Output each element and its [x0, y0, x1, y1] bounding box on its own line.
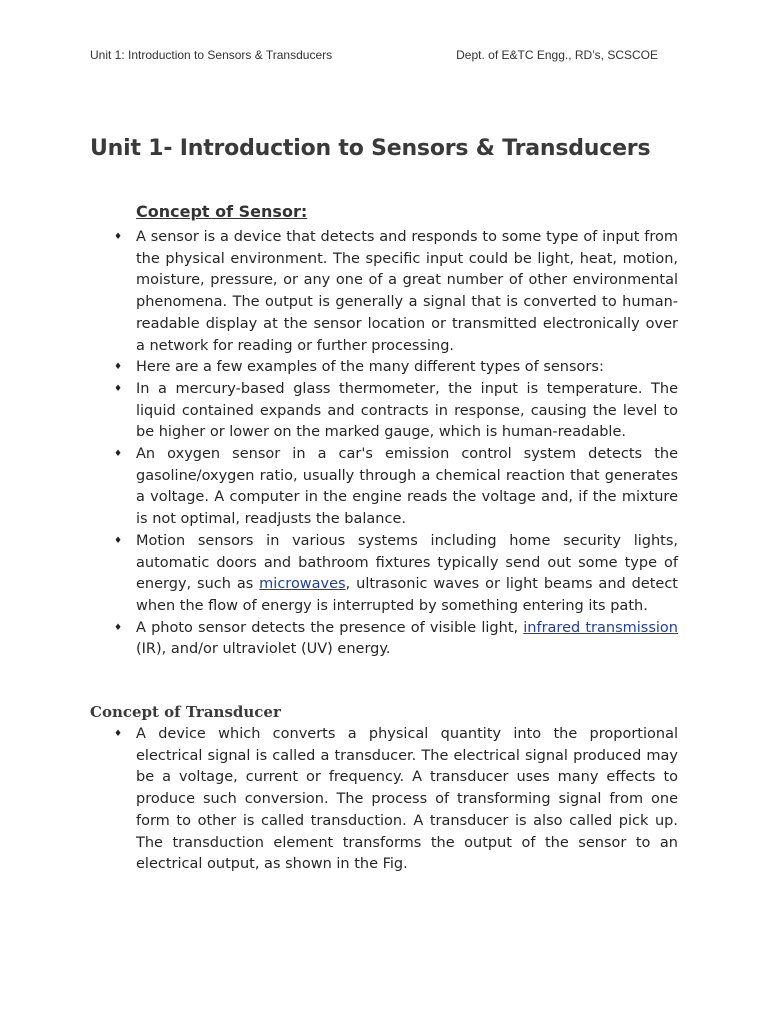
list-item [114, 618, 678, 661]
list-item-text: An oxygen sensor in a car's emission control system detects the gasoline/oxygen ratio, usually through a chemical reaction that generates a voltage. A computer in the engine reads the voltage and, if the mixture is not optimal, readjusts the balance. [136, 446, 678, 528]
list-item-text: A sensor is a device that detects and responds to some type of input from the physical environment. The specific input could be light, heat, motion, moisture, pressure, or any one of a great number of other environmental phenomena. The output is generally a signal that is converted to human-readable display at the sensor location or transmitted electronically over a network for reading or further processing. [136, 229, 678, 354]
list-item [114, 357, 678, 379]
bullet-icon: ♦ [114, 362, 123, 373]
running-header-left: Unit 1: Introduction to Sensors & Transducers [90, 48, 333, 62]
transducer-bullet-list [114, 724, 678, 876]
sensor-bullet-list [114, 227, 678, 661]
running-header-right: Dept. of E&TC Engg., RD’s, SCSCOE [456, 48, 658, 62]
bullet-icon: ♦ [114, 449, 123, 460]
bullet-icon: ♦ [114, 729, 123, 739]
bullet-icon: ♦ [114, 535, 123, 546]
infrared-transmission-link[interactable]: infrared transmission [523, 619, 678, 636]
page-title: Unit 1- Introduction to Sensors & Transducers [90, 136, 651, 161]
bullet-icon: ♦ [114, 383, 123, 394]
sensor-section-heading: Concept of Sensor: [136, 202, 308, 221]
bullet-icon: ♦ [114, 232, 123, 242]
list-item-text: A device which converts a physical quantity into the proportional electrical signal is called a transducer. The electrical signal produced may be a voltage, current or frequency. A transducer uses many effects to produce such conversion. The process of transforming signal from one form to other is called transduction. A transducer is also called pick up. The transduction element transforms the output of the sensor to an electrical output, as shown in the Fig. [136, 726, 678, 873]
bullet-icon: ♦ [114, 622, 123, 633]
list-item [114, 724, 678, 876]
microwaves-link[interactable]: microwaves [259, 576, 346, 593]
transducer-section-heading: Concept of Transducer [90, 703, 281, 721]
list-item-text-after-link: , ultrasonic waves or light beams and detect when the flow of energy is interrupted by something entering its path. [136, 576, 678, 614]
list-item [114, 531, 678, 618]
list-item [114, 227, 678, 357]
list-item [114, 379, 678, 444]
list-item-text-before-link: Motion sensors in various systems including home security lights, automatic doors and bathroom fixtures typically send out some type of energy, such as [136, 532, 678, 593]
list-item-text-before-link: A photo sensor detects the presence of visible light, [136, 619, 524, 636]
list-item-text-after-link: (IR), and/or ultraviolet (UV) energy. [136, 641, 391, 658]
list-item-text: In a mercury-based glass thermometer, the input is temperature. The liquid contained expands and contracts in response, causing the level to be higher or lower on the marked gauge, which is human-readable. [136, 380, 678, 441]
list-item [114, 444, 678, 531]
list-item-text: Here are a few examples of the many different types of sensors: [136, 359, 604, 376]
